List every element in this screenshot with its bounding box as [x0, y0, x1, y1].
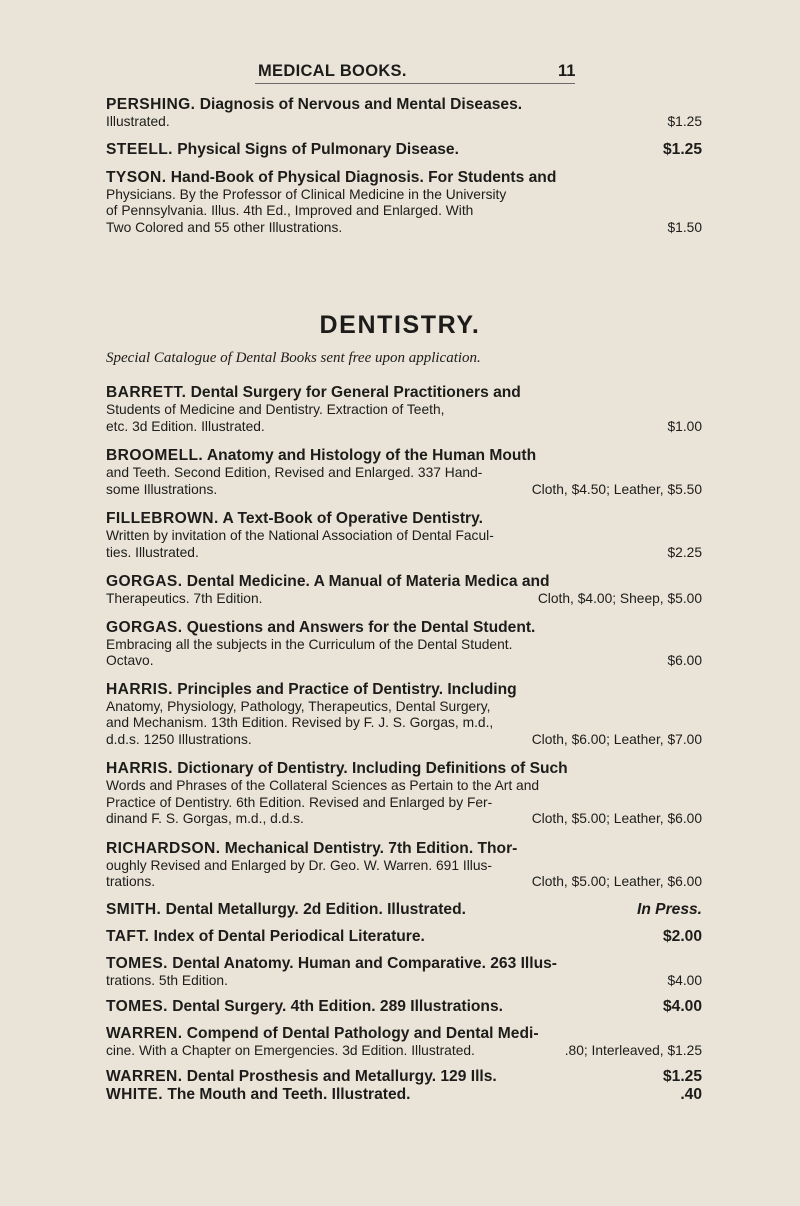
- description-text: and Mechanism. 13th Edition. Revised by F. J. S. Gorgas, m.d.,: [106, 715, 494, 730]
- book-title: Physical Signs of Pulmonary Disease.: [177, 140, 459, 158]
- book-title: Diagnosis of Nervous and Mental Diseases.: [199, 96, 523, 113]
- entry-description-line: [106, 187, 702, 204]
- book-author: SMITH.: [106, 900, 162, 918]
- entry-description-line: [106, 465, 702, 482]
- dentistry-book-list: [106, 384, 702, 1104]
- description-text: trations.: [106, 874, 156, 889]
- entry-description-line: [106, 220, 702, 237]
- description-text: Anatomy, Physiology, Pathology, Therapeutics, Dental Surgery,: [106, 698, 491, 714]
- entry-description-line: [106, 699, 702, 716]
- entry-heading-line: [106, 1025, 702, 1043]
- book-entry: [106, 141, 702, 159]
- book-title: Compend of Dental Pathology and Dental Medi-: [186, 1025, 539, 1042]
- running-title: MEDICAL BOOKS.: [258, 62, 407, 80]
- book-entry: [106, 1086, 702, 1104]
- book-price: Cloth, $5.00; Leather, $6.00: [531, 874, 702, 889]
- book-author: WARREN.: [106, 1025, 183, 1042]
- description-text: dinand F. S. Gorgas, m.d., d.d.s.: [106, 811, 304, 826]
- book-entry: [106, 169, 702, 237]
- section-heading: DENTISTRY.: [319, 311, 481, 339]
- book-price: In Press.: [636, 900, 702, 918]
- section-note: Special Catalogue of Dental Books sent free upon application.: [106, 350, 481, 366]
- book-entry: [106, 447, 702, 498]
- page-number: 11: [558, 62, 576, 80]
- book-price: $2.00: [662, 927, 702, 945]
- book-title: Index of Dental Periodical Literature.: [153, 927, 425, 945]
- entry-heading-line: [106, 510, 702, 528]
- entry-heading-line: [106, 955, 702, 973]
- book-author: HARRIS.: [106, 760, 173, 777]
- book-entry: [106, 928, 702, 946]
- book-author: TAFT.: [106, 927, 150, 945]
- entry-heading-line: [106, 169, 702, 187]
- entry-description-line: [106, 203, 702, 220]
- book-price: $6.00: [667, 653, 702, 668]
- entry-heading-line: [106, 619, 702, 637]
- book-title: Dental Surgery for General Practitioners and: [190, 384, 521, 401]
- book-entry: [106, 510, 702, 561]
- book-author: TYSON.: [106, 168, 167, 186]
- book-entry: [106, 619, 702, 670]
- entry-heading-line: [106, 384, 702, 402]
- entry-heading-line: [106, 998, 702, 1016]
- book-price: Cloth, $6.00; Leather, $7.00: [531, 731, 702, 747]
- book-author: WHITE.: [106, 1085, 163, 1103]
- entry-description-line: [106, 795, 702, 812]
- book-title: The Mouth and Teeth. Illustrated.: [167, 1085, 411, 1103]
- book-title: Dictionary of Dentistry. Including Definitions of Such: [177, 760, 568, 777]
- description-text: Therapeutics. 7th Edition.: [106, 591, 263, 606]
- description-text: d.d.s. 1250 Illustrations.: [106, 731, 252, 747]
- book-price: $1.00: [667, 418, 702, 434]
- description-text: Written by invitation of the National Association of Dental Facul-: [106, 528, 494, 543]
- book-price: Cloth, $4.00; Sheep, $5.00: [537, 591, 702, 606]
- entry-description-line: [106, 778, 702, 795]
- book-title: Mechanical Dentistry. 7th Edition. Thor-: [224, 839, 518, 857]
- book-entry: [106, 573, 702, 608]
- description-text: Students of Medicine and Dentistry. Extraction of Teeth,: [106, 402, 445, 417]
- entry-heading-line: [106, 901, 702, 919]
- description-text: Practice of Dentistry. 6th Edition. Revised and Enlarged by Fer-: [106, 794, 493, 810]
- entry-description-line: [106, 811, 702, 828]
- book-author: RICHARDSON.: [106, 839, 221, 857]
- book-price: $4.00: [662, 998, 702, 1015]
- entry-heading-line: [106, 141, 702, 159]
- book-price: $1.25: [662, 140, 702, 158]
- entry-description-line: [106, 874, 702, 891]
- book-price: $4.00: [667, 972, 702, 988]
- book-title: Dental Metallurgy. 2d Edition. Illustrated.: [165, 900, 466, 918]
- entry-heading-line: [106, 928, 702, 946]
- entry-heading-line: [106, 1086, 702, 1104]
- book-author: TOMES.: [106, 954, 168, 972]
- entry-description-line: [106, 419, 702, 436]
- book-title: A Text-Book of Operative Dentistry.: [222, 510, 483, 527]
- entry-description-line: [106, 715, 702, 732]
- book-price: Cloth, $4.50; Leather, $5.50: [531, 481, 702, 497]
- entry-description-line: [106, 591, 702, 608]
- book-title: Dental Surgery. 4th Edition. 289 Illustrations.: [172, 998, 503, 1015]
- entry-heading-line: [106, 447, 702, 465]
- entry-heading-line: [106, 96, 702, 114]
- book-entry: [106, 1025, 702, 1060]
- description-text: Words and Phrases of the Collateral Sciences as Pertain to the Art and: [106, 778, 540, 793]
- entry-heading-line: [106, 573, 702, 591]
- book-price: $1.25: [662, 1067, 702, 1085]
- book-author: STEELL.: [106, 140, 173, 158]
- description-text: trations. 5th Edition.: [106, 972, 228, 988]
- book-price: .40: [680, 1085, 702, 1103]
- book-author: PERSHING.: [106, 96, 196, 113]
- book-title: Dental Medicine. A Manual of Materia Medica and: [186, 573, 550, 590]
- entry-description-line: [106, 402, 702, 419]
- book-title: Principles and Practice of Dentistry. Including: [177, 680, 517, 698]
- description-text: ties. Illustrated.: [106, 544, 199, 560]
- book-author: WARREN.: [106, 1067, 183, 1085]
- book-entry: [106, 840, 702, 891]
- book-entry: [106, 901, 702, 919]
- entry-description-line: [106, 637, 702, 654]
- book-entry: [106, 681, 702, 749]
- book-entry: [106, 96, 702, 131]
- entry-heading-line: [106, 840, 702, 858]
- description-text: of Pennsylvania. Illus. 4th Ed., Improved and Enlarged. With: [106, 203, 474, 218]
- page-header: [0, 62, 800, 82]
- description-text: Physicians. By the Professor of Clinical Medicine in the University: [106, 186, 507, 202]
- book-author: GORGAS.: [106, 618, 183, 636]
- description-text: Embracing all the subjects in the Curriculum of the Dental Student.: [106, 636, 513, 652]
- book-title: Dental Anatomy. Human and Comparative. 263 Illus-: [172, 954, 557, 972]
- book-price: $1.50: [667, 219, 702, 235]
- entry-heading-line: [106, 1068, 702, 1086]
- entry-description-line: [106, 732, 702, 749]
- book-author: BROOMELL.: [106, 447, 204, 464]
- entry-description-line: [106, 973, 702, 990]
- book-title: Anatomy and Histology of the Human Mouth: [206, 447, 537, 464]
- description-text: cine. With a Chapter on Emergencies. 3d Edition. Illustrated.: [106, 1043, 475, 1058]
- book-title: Dental Prosthesis and Metallurgy. 129 Ills.: [186, 1067, 497, 1085]
- description-text: some Illustrations.: [106, 481, 218, 497]
- entry-description-line: [106, 482, 702, 499]
- book-price: $2.25: [667, 544, 702, 560]
- description-text: etc. 3d Edition. Illustrated.: [106, 418, 265, 434]
- book-author: FILLEBROWN.: [106, 510, 219, 527]
- entry-description-line: [106, 114, 702, 131]
- description-text: Two Colored and 55 other Illustrations.: [106, 219, 343, 235]
- entry-description-line: [106, 528, 702, 545]
- entry-description-line: [106, 653, 702, 670]
- description-text: Illustrated.: [106, 114, 170, 129]
- book-entry: [106, 384, 702, 435]
- header-rule: [255, 83, 575, 84]
- description-text: and Teeth. Second Edition, Revised and Enlarged. 337 Hand-: [106, 465, 483, 480]
- book-price: .80; Interleaved, $1.25: [564, 1043, 702, 1058]
- entry-heading-line: [106, 760, 702, 778]
- description-text: Octavo.: [106, 653, 154, 668]
- book-entry: [106, 1068, 702, 1086]
- entry-heading-line: [106, 681, 702, 699]
- book-entry: [106, 998, 702, 1016]
- book-author: HARRIS.: [106, 680, 173, 698]
- description-text: oughly Revised and Enlarged by Dr. Geo. W. Warren. 691 Illus-: [106, 857, 492, 873]
- medical-book-list: [106, 96, 702, 236]
- book-entry: [106, 955, 702, 990]
- book-title: Questions and Answers for the Dental Student.: [186, 618, 536, 636]
- book-price: Cloth, $5.00; Leather, $6.00: [531, 811, 702, 826]
- book-author: TOMES.: [106, 998, 168, 1015]
- entry-description-line: [106, 858, 702, 875]
- book-price: $1.25: [667, 114, 702, 129]
- book-entry: [106, 760, 702, 828]
- book-title: Hand-Book of Physical Diagnosis. For Students and: [170, 168, 557, 186]
- entry-description-line: [106, 545, 702, 562]
- book-author: GORGAS.: [106, 573, 183, 590]
- entry-description-line: [106, 1043, 702, 1060]
- book-author: BARRETT.: [106, 384, 187, 401]
